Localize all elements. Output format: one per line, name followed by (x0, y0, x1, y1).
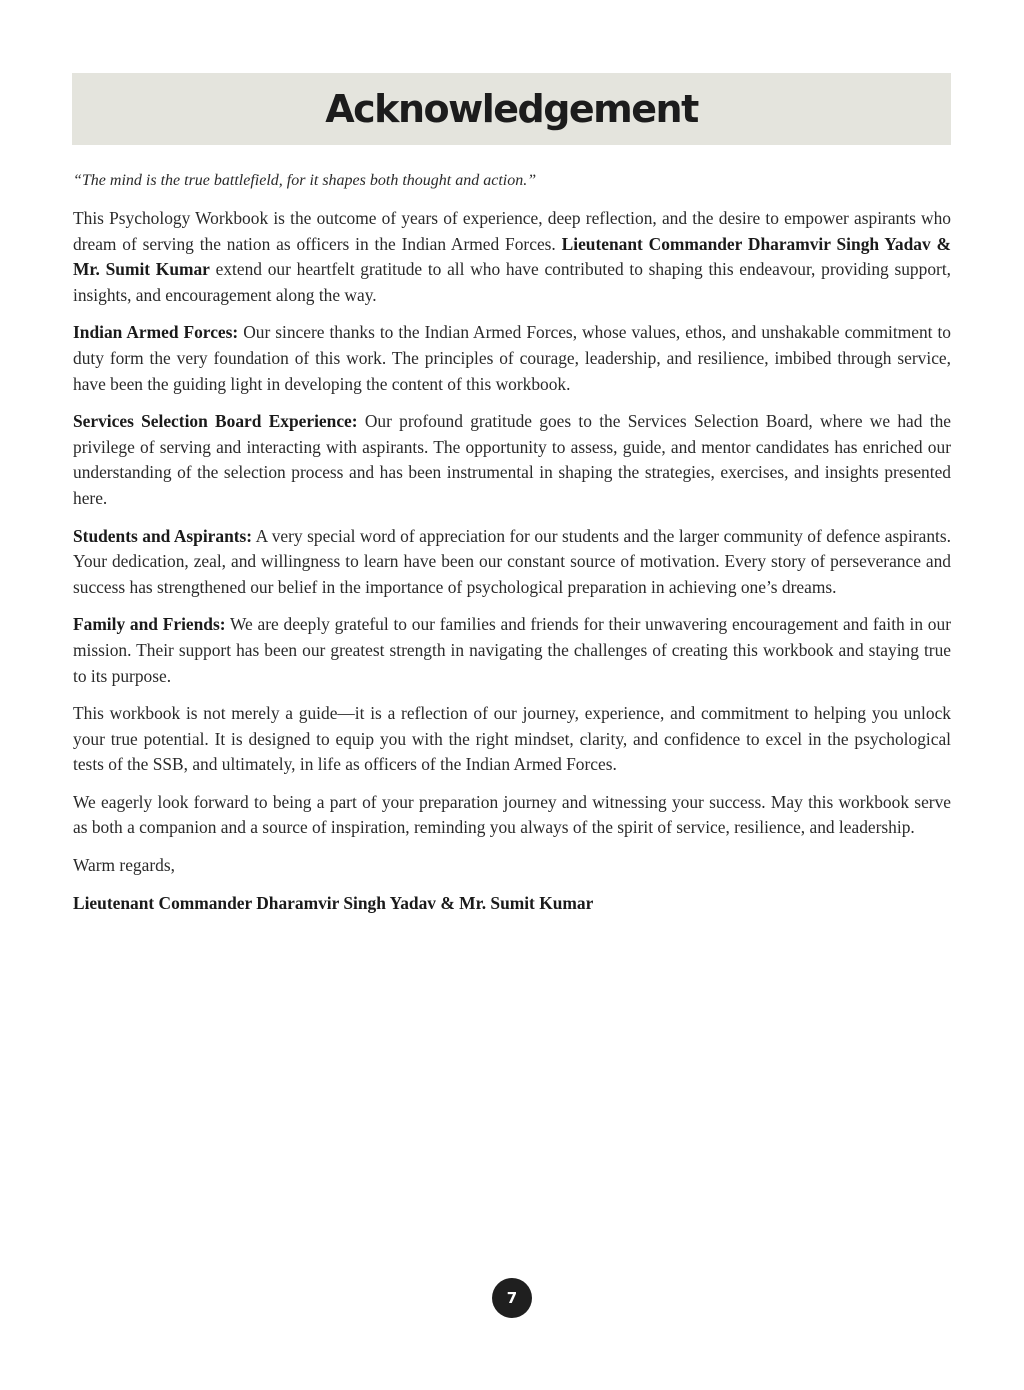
intro-text-before: This Psychology Workbook is the outcome of years of experience, deep reflection, and the desire to empower aspirants who dream of serving the nation as officers in the Indian Armed Forces. (73, 208, 951, 254)
intro-authors: Lieutenant Commander Dharamvir Singh Yadav & Mr. Sumit Kumar (73, 233, 951, 280)
page-number-badge (492, 1278, 532, 1318)
intro-paragraph (73, 206, 951, 308)
section-family-friends (73, 612, 951, 689)
section-heading: Indian Armed Forces: (73, 322, 239, 343)
section-ssb-experience (73, 409, 951, 511)
section-heading: Services Selection Board Experience: (73, 411, 358, 432)
intro-text-after: extend our heartfelt gratitude to all who have contributed to shaping this endeavour, providing support, insights, and encouragement along the way. (73, 259, 951, 305)
title-banner (72, 73, 951, 145)
paragraph-future: We eagerly look forward to being a part of your preparation journey and witnessing your success. May this workbook serve as both a companion and a source of inspiration, reminding you always of the spirit of service, resilience, and leadership. (73, 791, 951, 838)
page-title: Acknowledgement (325, 87, 698, 131)
paragraph-guide: This workbook is not merely a guide—it is a reflection of our journey, experience, and commitment to helping you unlock your true potential. It is designed to equip you with the right mindset, clarity, and confidence to excel in the psychological tests of the SSB, and ultimately, in life as officers of the Indian Armed Forces. (73, 703, 951, 775)
section-body: Our sincere thanks to the Indian Armed Forces, whose values, ethos, and unshakable commitment to duty form the very foundation of this work. The principles of courage, leadership, and resilience, imbibed through service, have been the guiding light in developing the content of this workbook. (73, 322, 951, 394)
section-body: Our profound gratitude goes to the Services Selection Board, where we had the privilege of serving and interacting with aspirants. The opportunity to assess, guide, and mentor candidates has enriched our understanding of the selection process and has been instrumental in shaping the strategies, exercises, and insights presented here. (73, 411, 951, 508)
document-body (73, 168, 951, 916)
page-number: 7 (506, 1289, 518, 1307)
closing-salutation: Warm regards, (73, 855, 175, 876)
section-heading: Family and Friends: (73, 614, 226, 635)
section-heading: Students and Aspirants: (73, 525, 253, 546)
section-armed-forces (73, 320, 951, 397)
section-body: A very special word of appreciation for our students and the larger community of defence aspirants. Your dedication, zeal, and willingness to learn have been our constant source of motivation. Every story of perseverance and success has strengthened our belief in the importance of psychological preparation in achieving one’s dreams. (73, 525, 951, 597)
signature: Lieutenant Commander Dharamvir Singh Yadav & Mr. Sumit Kumar (73, 892, 594, 913)
section-students-aspirants (73, 524, 951, 601)
epigraph-quote: “The mind is the true battlefield, for it shapes both thought and action.” (73, 172, 537, 189)
section-body: We are deeply grateful to our families and friends for their unwavering encouragement and faith in our mission. Their support has been our greatest strength in navigating the challenges of creating this workbook and staying true to its purpose. (73, 614, 951, 686)
